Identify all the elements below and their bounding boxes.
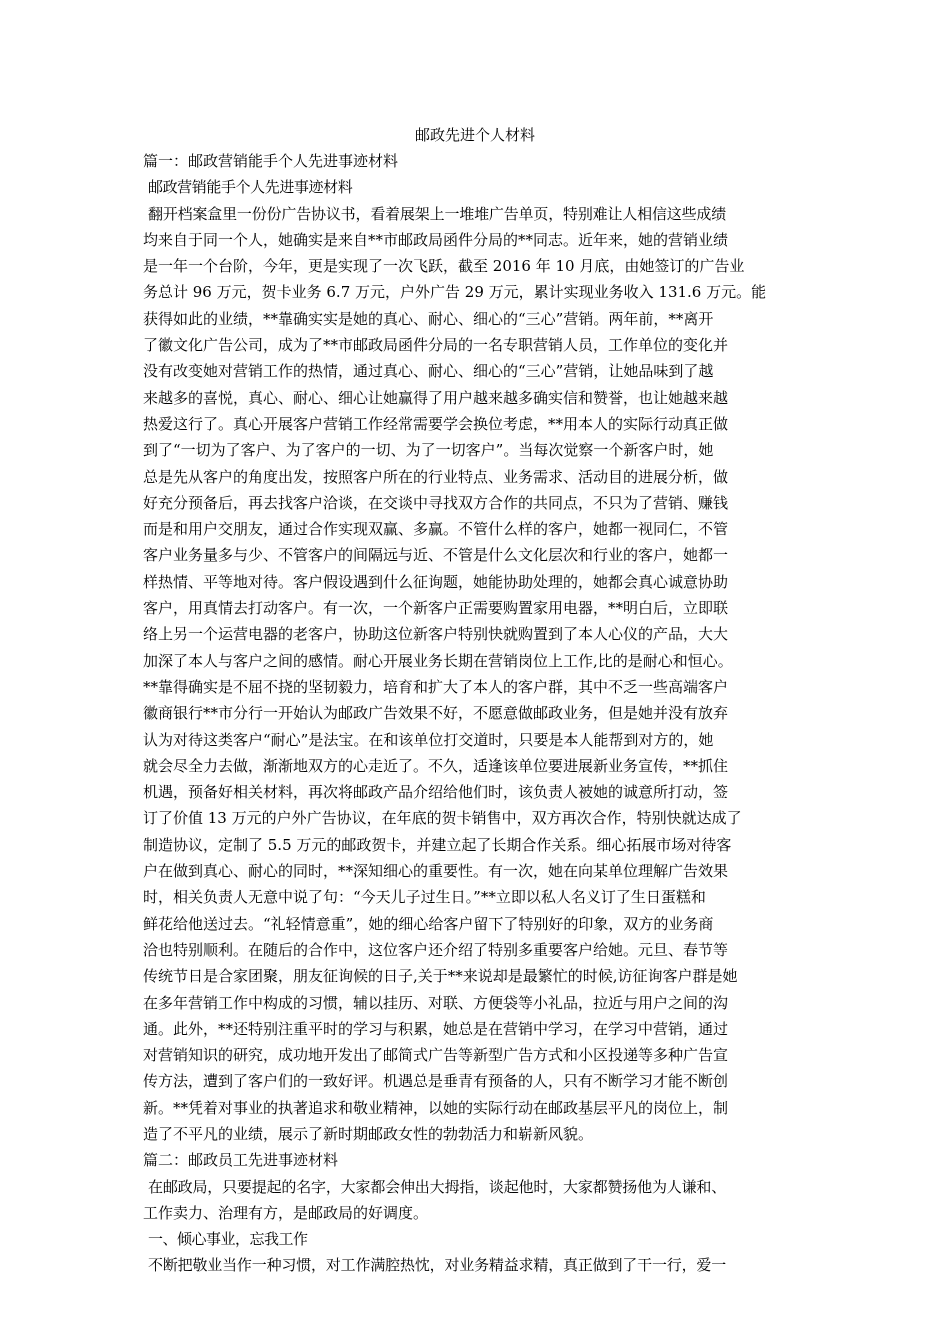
text-line: 造了不平凡的业绩，展示了新时期邮政女性的勃勃活力和崭新风貌。: [143, 1124, 594, 1143]
text-line: 络上另一个运营电器的老客户，协助这位新客户特别快就购置到了本人心仪的产品，大大: [143, 625, 729, 644]
text-line: 加深了本人与客户之间的感情。耐心开展业务长期在营销岗位上工作,比的是耐心和恒心。: [143, 651, 733, 670]
text-line: 工作卖力、治理有方，是邮政局的好调度。: [143, 1203, 429, 1222]
text-line: 篇二：邮政员工先进事迹材料: [143, 1151, 339, 1170]
text-line: 在多年营销工作中构成的习惯，辅以挂历、对联、方便袋等小礼品，拉近与用户之间的沟: [143, 993, 729, 1012]
text-line: 总是先从客户的角度出发，按照客户所在的行业特点、业务需求、活动目的进展分析，做: [143, 467, 729, 486]
text-line: 新。**凭着对事业的执著追求和敬业精神，以她的实际行动在邮政基层平凡的岗位上，制: [143, 1098, 729, 1117]
text-line: 篇一：邮政营销能手个人先进事迹材料: [143, 152, 399, 170]
text-line: 认为对待这类客户“耐心”是法宝。在和该单位打交道时，只要是本人能帮到对方的，她: [143, 730, 714, 749]
text-line: 热爱这行了。真心开展客户营销工作经常需要学会换位考虑，**用本人的实际行动真正做: [143, 414, 729, 433]
text-line: 通。此外，**还特别注重平时的学习与积累，她总是在营销中学习，在学习中营销，通过: [143, 1019, 729, 1038]
text-line: 没有改变她对营销工作的热情，通过真心、耐心、细心的“三心”营销，让她品味到了越: [143, 362, 714, 381]
text-line: 来越多的喜悦，真心、耐心、细心让她赢得了用户越来越多确实信和赞誉，也让她越来越: [143, 388, 729, 407]
text-line: 鲜花给他送过去。“礼轻情意重”，她的细心给客户留下了特别好的印象，双方的业务商: [143, 914, 714, 933]
text-line: 徽商银行**市分行一开始认为邮政广告效果不好，不愿意做邮政业务，但是她并没有放弃: [143, 704, 729, 723]
text-line: 均来自于同一个人，她确实是来自**市邮政局函件分局的**同志。近年来，她的营销业绩: [143, 230, 729, 249]
document-body: [143, 148, 807, 1279]
text-line: 客户业务量多与少、不管客户的间隔远与近、不管是什么文化层次和行业的客户，她都一: [143, 546, 729, 565]
text-line: 机遇，预备好相关材料，再次将邮政产品介绍给他们时，该负责人被她的诚意所打动，签: [143, 783, 729, 802]
document-title: 邮政先进个人材料: [414, 126, 535, 144]
text-line: 对营销知识的研究，成功地开发出了邮简式广告等新型广告方式和小区投递等多种广告宣: [143, 1046, 729, 1065]
text-line: 而是和用户交朋友，通过合作实现双赢、多赢。不管什么样的客户，她都一视同仁，不管: [143, 520, 729, 539]
text-line: 一、倾心事业，忘我工作: [148, 1230, 308, 1249]
text-line: 洽也特别顺利。在随后的合作中，这位客户还介绍了特别多重要客户给她。元旦、春节等: [143, 940, 729, 959]
text-line: 样热情、平等地对待。客户假设遇到什么征询题，她能协助处理的，她都会真心诚意协助: [143, 572, 729, 591]
text-line: 订了价值 13 万元的户外广告协议，在年底的贺卡销售中，双方再次合作，特别快就达成了: [143, 809, 742, 828]
text-line: 不断把敬业当作一种习惯，对工作满腔热忱，对业务精益求精，真正做到了干一行，爱一: [148, 1256, 727, 1275]
text-line: 在邮政局，只要提起的名字，大家都会伸出大拇指，谈起他时，大家都赞扬他为人谦和、: [148, 1177, 727, 1196]
text-line: 时，相关负责人无意中说了句：“今天儿子过生日。”**立即以私人名义订了生日蛋糕和: [143, 888, 706, 907]
text-line: 传统节日是合家团聚，朋友征询候的日子,关于**来说却是最繁忙的时候,访征询客户群是她: [143, 967, 738, 986]
text-line: 制造协议，定制了 5.5 万元的邮政贺卡，并建立起了长期合作关系。细心拓展市场对待客: [143, 835, 732, 854]
text-line: 好充分预备后，再去找客户洽谈，在交谈中寻找双方合作的共同点，不只为了营销、赚钱: [143, 493, 729, 512]
text-line: 务总计 96 万元，贺卡业务 6.7 万元，户外广告 29 万元，累计实现业务收入 131.6 万元。能: [143, 283, 767, 302]
text-line: 获得如此的业绩，**靠确实实是她的真心、耐心、细心的“三心”营销。两年前，**离开: [143, 309, 714, 328]
text-line: 了徽文化广告公司，成为了**市邮政局函件分局的一名专职营销人员，工作单位的变化并: [143, 336, 729, 355]
text-line: 传方法，遭到了客户们的一致好评。机遇总是垂青有预备的人，只有不断学习才能不断创: [143, 1072, 729, 1091]
text-line: 翻开档案盒里一份份广告协议书，看着展架上一堆堆广告单页，特别难让人相信这些成绩: [148, 204, 727, 223]
text-line: **靠得确实是不屈不挠的坚韧毅力，培育和扩大了本人的客户群，其中不乏一些高端客户: [143, 677, 729, 696]
text-line: 客户，用真情去打动客户。有一次，一个新客户正需要购置家用电器，**明白后，立即联: [143, 599, 729, 618]
text-line: 就会尽全力去做，渐渐地双方的心走近了。不久，适逢该单位要进展新业务宣传，**抓住: [143, 756, 729, 775]
text-line: 户在做到真心、耐心的同时，**深知细心的重要性。有一次，她在向某单位理解广告效果: [143, 862, 729, 881]
text-line: 到了“一切为了客户、为了客户的一切、为了一切客户”。当每次觉察一个新客户时，她: [143, 441, 714, 460]
text-line: 邮政营销能手个人先进事迹材料: [148, 178, 353, 197]
text-line: 是一年一个台阶，今年，更是实现了一次飞跃，截至 2016 年 10 月底，由她签订的广告业: [143, 257, 745, 276]
